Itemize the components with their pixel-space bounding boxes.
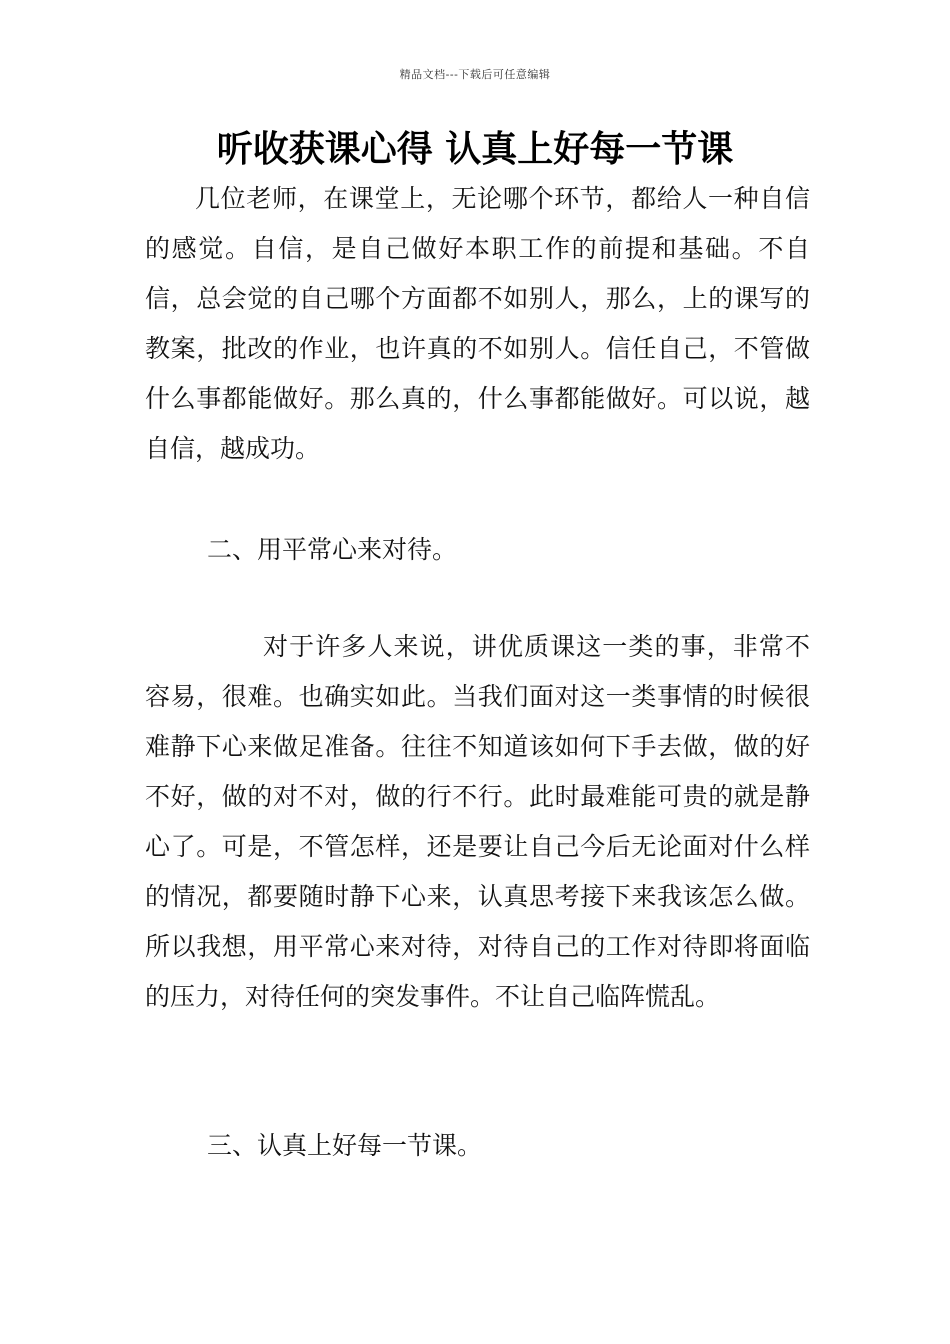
header-note: 精品文档---下载后可任意编辑 — [399, 68, 551, 81]
paragraph-confidence: 几位老师，在课堂上，无论哪个环节，都给人一种自信的感觉。自信，是自己做好本职工作的前提和基础。不自信，总会觉的自己哪个方面都不如别人，那么，上的课写的教案，批改的作业，也许真的不如别人。信任自己，不管做什么事都能做好。那么真的，什么事都能做好。可以说，越自信，越成功。 — [145, 184, 810, 463]
section-heading-3: 三、认真上好每一节课。 — [207, 1131, 483, 1160]
section-heading-2: 二、用平常心来对待。 — [207, 535, 458, 564]
paragraph-calm-mind: 对于许多人来说，讲优质课这一类的事，非常不容易，很难。也确实如此。当我们面对这一类事情的时候很难静下心来做足准备。往往不知道该如何下手去做，做的好不好，做的对不对，做的行不行。此时最难能可贵的就是静心了。可是，不管怎样，还是要让自己今后无论面对什么样的情况，都要随时静下心来，认真思考接下来我该怎么做。所以我想，用平常心来对待，对待自己的工作对待即将面临的压力，对待任何的突发事件。不让自己临阵慌乱。 — [145, 632, 810, 1011]
document-title: 听收获课心得 认真上好每一节课 — [216, 129, 734, 170]
